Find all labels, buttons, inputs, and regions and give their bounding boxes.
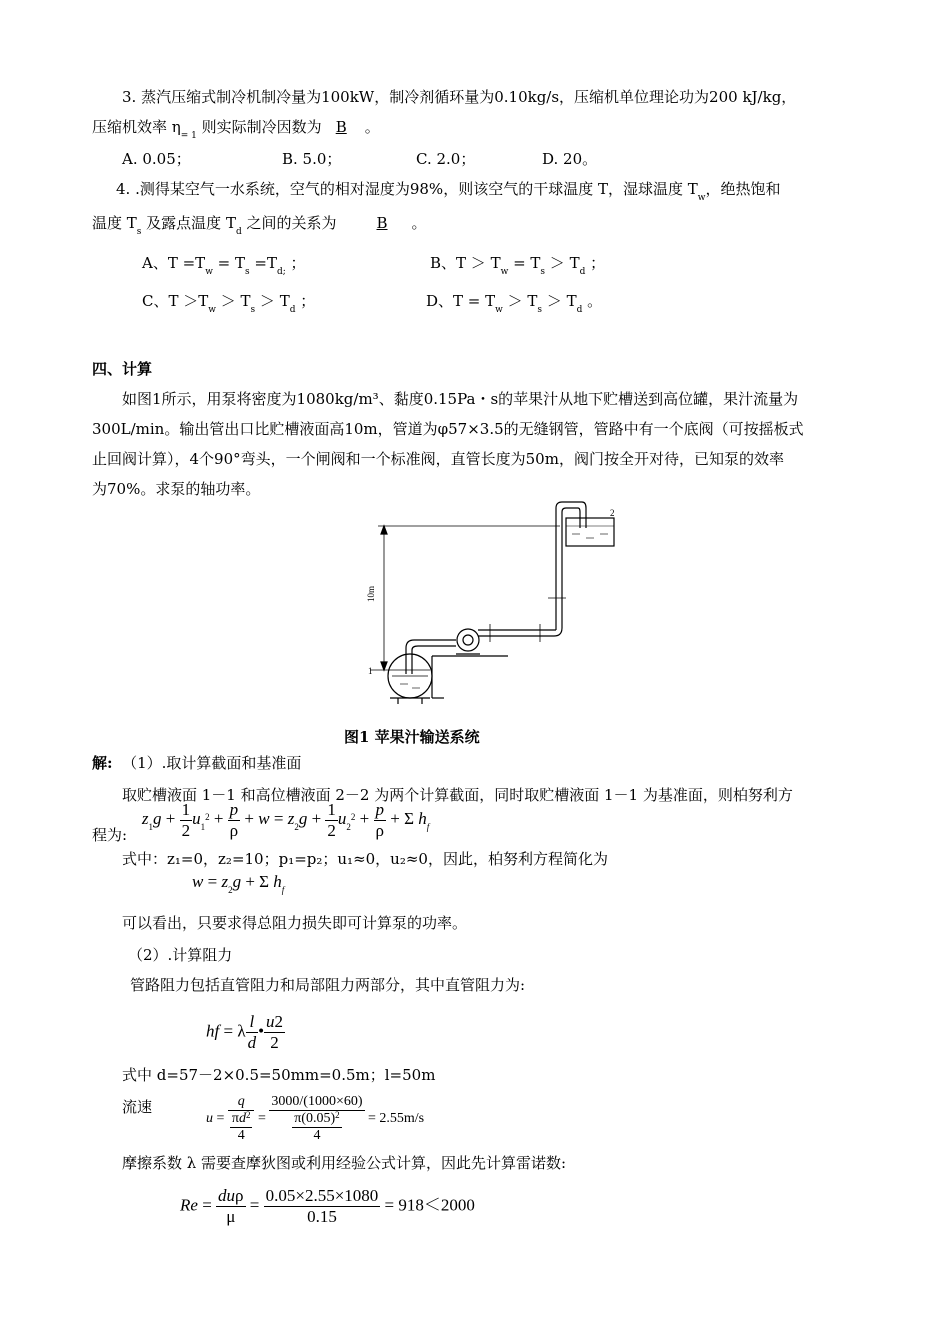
q3-option-d: D. 20。 [542, 150, 598, 168]
velocity-denominator: π(0.05) [294, 1111, 336, 1126]
problem-line-2: 300L/min。输出管出口比贮槽液面高10m，管道为φ57×3.5的无缝钢管，管路中有一个底阀（可按摇板式 [92, 420, 804, 438]
problem-line-3: 止回阀计算），4个90°弯头，一个闸阀和一个标准阀，直管长度为50m，阀门按全开对待，已知泵的效率 [92, 450, 784, 468]
q4-question-end: ，绝热饱和 [705, 180, 781, 198]
hf-formula: hf = λ $\frac{l}{d}$ • $\frac{u2}{2}$ [206, 1012, 284, 1052]
friction-text: 摩擦系数 λ 需要查摩狄图或利用经验公式计算，因此先计算雷诺数: [122, 1154, 567, 1172]
apple-juice-system-diagram [360, 498, 620, 718]
section-title: 四、计算 [92, 360, 153, 378]
velocity-result: = 2.55m/s [368, 1111, 425, 1127]
q4-relation-text: 之间的关系为 [241, 214, 337, 232]
point-1-label: 1 [368, 666, 373, 676]
reynolds-formula: Re = $\frac{\text{duρ}}{\mu}$ = $\frac{0.05\times 2.55\times 1080}{0.15}$ = 918＜2000 [180, 1186, 475, 1226]
q3-option-a: A. 0.05； [122, 150, 191, 168]
q4-ts-label: 温度 T [92, 214, 137, 232]
step2-text: 管路阻力包括直管阻力和局部阻力两部分，其中直管阻力为: [130, 976, 526, 994]
velocity-numerator: 3000/(1000×60) [271, 1094, 363, 1109]
q3-efficiency-text: 压缩机效率 η [92, 118, 181, 136]
q4-sub-s: s [136, 227, 142, 237]
step1-heading: （1）.取计算截面和基准面 [122, 754, 302, 772]
q4-line2 [92, 212, 427, 237]
q3-answer: B [335, 118, 347, 136]
q3-end: 。 [364, 118, 380, 136]
re-result: = 918＜2000 [384, 1195, 475, 1215]
q4-option-a: A、$T =T_w = T_s =T_{d;}$ ； [142, 254, 306, 277]
solution-label: 解: [92, 754, 113, 772]
height-label: 10m [366, 585, 376, 602]
solution-step1 [92, 752, 301, 773]
step2-heading: （2）.计算阻力 [128, 946, 233, 964]
figure-caption: 图1 苹果汁输送系统 [344, 728, 480, 746]
q3-option-c: C. 2.0； [416, 150, 476, 168]
velocity-formula: u = $\frac{q}{\frac{\pi d^2}{4}}$ = $\frac{3000/(1000\times 60)}{\frac{\pi(0.05)^2}{4}}$ = 2.55m/s [206, 1094, 425, 1143]
step1-text-1: 取贮槽液面 1－1 和高位槽液面 2－2 为两个计算截面，同时取贮槽液面 1－1 为基准面，则柏努利方 [122, 786, 793, 804]
q3-efficiency-value: = 1 [180, 131, 197, 141]
point-2-label: 2 [610, 508, 615, 518]
simplified-equation: $w = z_2g + \Sigma$ $h_f$ [192, 872, 285, 895]
bernoulli-equation: $z_1g$ + $\frac{1}{2}$ $u_1^2$ + $\frac{p}{\rho}$ + $w = z_2g$ + $\frac{1}{2}$ $u_2^2$ + $\frac{p}{\rho}$ + Σ $h_f$ [141, 800, 430, 840]
q3-question-text: 则实际制冷因数为 [196, 118, 322, 136]
conclusion: 可以看出，只要求得总阻力损失即可计算泵的功率。 [122, 914, 468, 932]
re-denominator: 0.15 [307, 1207, 337, 1226]
q4-option-b: B、$T > T_w = T_s > T_d$ ； [430, 254, 606, 277]
q4-sub-d: d [235, 227, 242, 237]
q4-sub-w: w [697, 193, 706, 203]
q4-option-d: D、$T = T_w > T_s > T_d$ 。 [426, 292, 603, 315]
step1-text-2: 程为: $z_1g$ + $\frac{1}{2}$ $u_1^2$ + $\frac{p}{\rho}$ + $w = z_2g$ + $\frac{1}{2}$ $u_2^2$ + $\frac{p}{\rho}$ + Σ $h_f$ [92, 800, 430, 845]
problem-line-1: 如图1所示，用泵将密度为1080kg/m³、黏度0.15Pa・s的苹果汁从地下贮槽送到高位罐，果汁流量为 [122, 390, 799, 408]
conditions: 式中：z₁=0，z₂=10；p₁=p₂；u₁≈0，u₂≈0，因此，柏努利方程简化为 [122, 850, 608, 868]
q4-answer: B [376, 214, 388, 232]
q3-line2 [92, 116, 380, 141]
q4-td-label: 及露点温度 T [141, 214, 236, 232]
q4-end: 。 [411, 214, 427, 232]
q3-line1: 3. 蒸汽压缩式制冷机制冷量为100kW，制冷剂循环量为0.10kg/s，压缩机单位理论功为200 kJ/kg， [122, 88, 797, 106]
q3-option-b: B. 5.0； [282, 150, 342, 168]
problem-line-4: 为70%。求泵的轴功率。 [92, 480, 261, 498]
q4-option-c: C、$T >T_w > T_s > T_d$ ； [142, 292, 316, 315]
q4-line1 [116, 178, 781, 203]
q4-question-text: 4. .测得某空气一水系统，空气的相对湿度为98%，则该空气的干球温度 T，湿球温度 T [116, 180, 698, 198]
d-line: 式中 d=57－2×0.5=50mm=0.5m；l=50m [122, 1066, 436, 1084]
velocity-label: 流速 [122, 1098, 153, 1116]
re-numerator: 0.05×2.55×1080 [265, 1186, 379, 1205]
